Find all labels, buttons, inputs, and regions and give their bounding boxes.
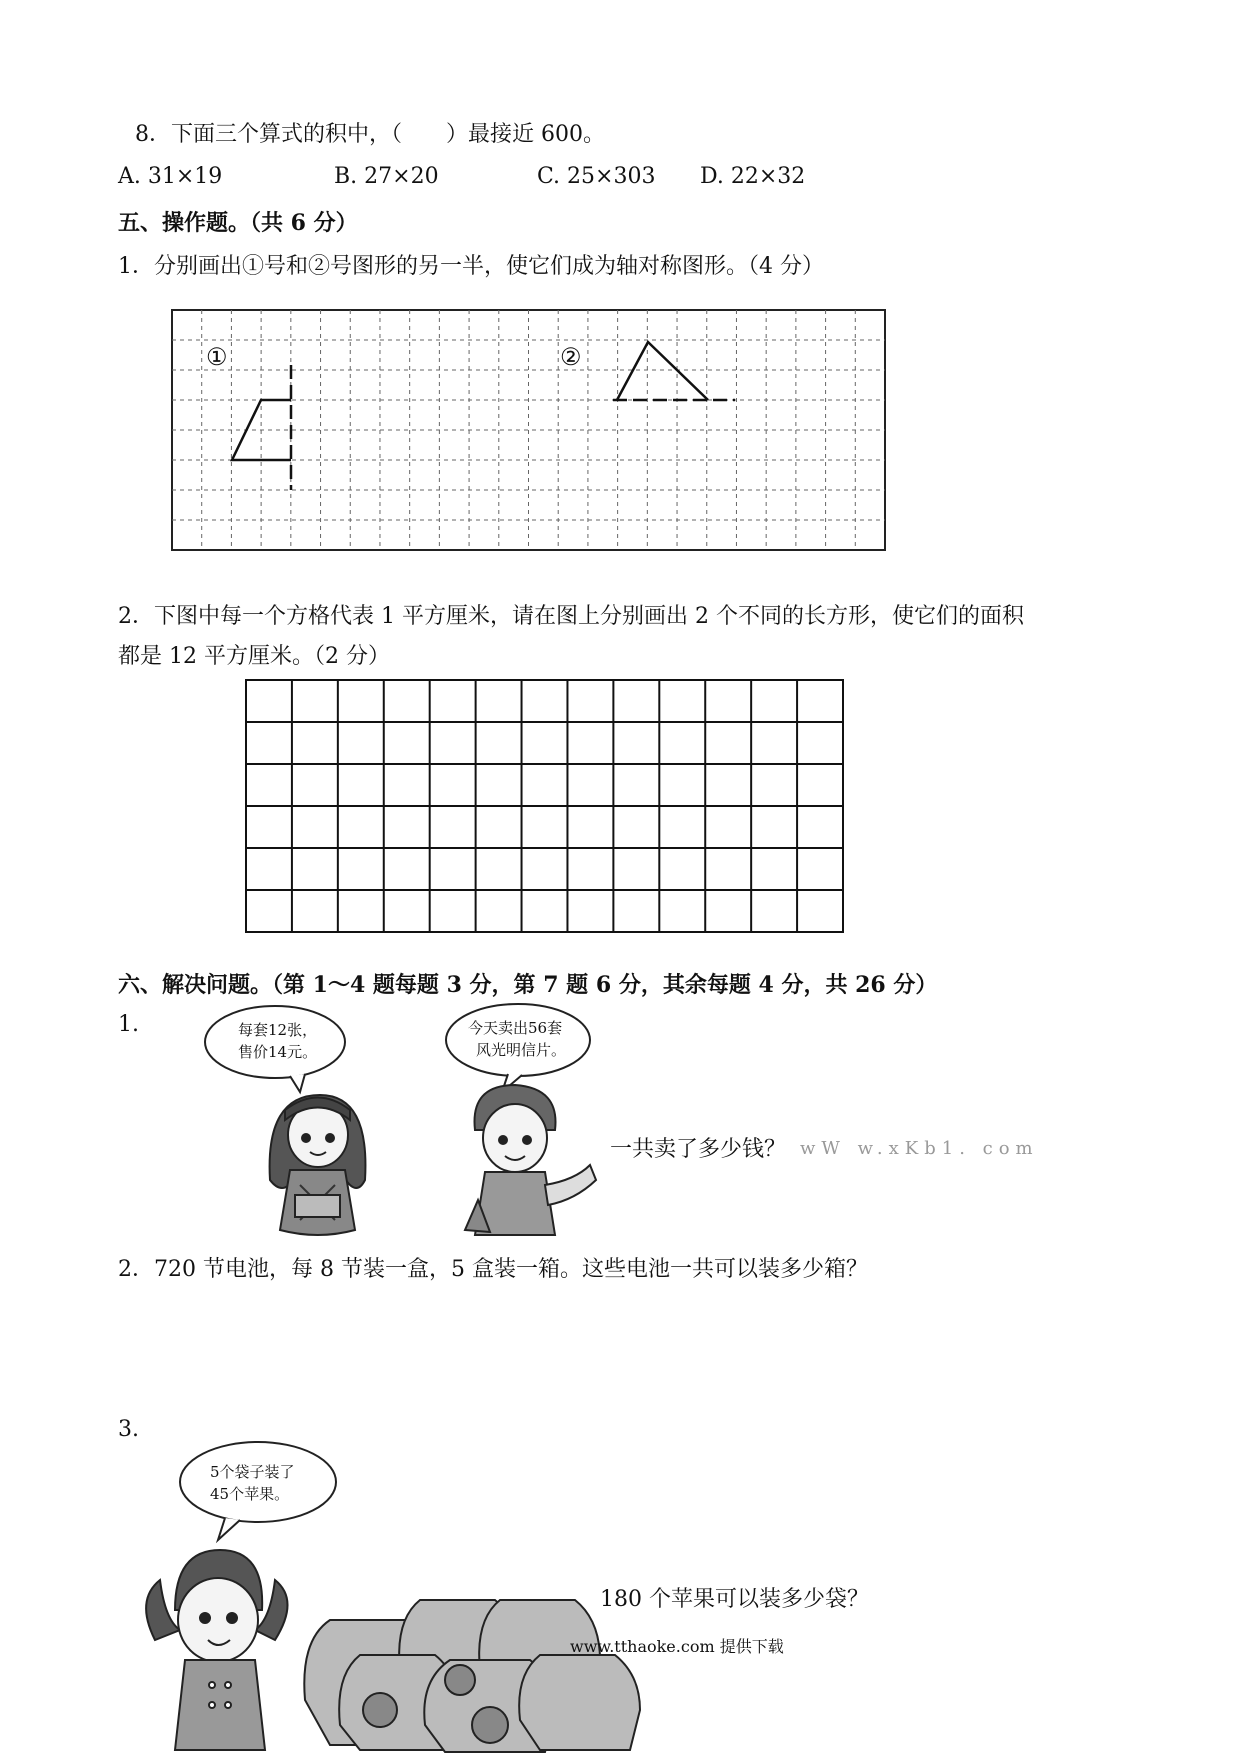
figure1-label: ① [206, 343, 228, 371]
figure2-label: ② [560, 343, 582, 371]
section5-q2-line2: 都是 12 平方厘米。（2 分） [118, 644, 390, 669]
girl-pigtails-figure [146, 1550, 287, 1750]
boy-bubble-line1: 今天卖出56套 [468, 1019, 563, 1037]
q3-bubble-line2: 45个苹果。 [210, 1485, 290, 1503]
section5-title: 五、操作题。（共 6 分） [118, 210, 358, 236]
q8-stem: 8．下面三个算式的积中，（ ）最接近 600。 [135, 122, 605, 147]
q8-option-b: B. 27×20 [334, 164, 439, 189]
girl-bubble-line2: 售价14元。 [238, 1043, 318, 1061]
q8-option-c: C. 25×303 [537, 164, 656, 189]
q8-option-d: D. 22×32 [700, 164, 806, 189]
section6-q2: 2．720 节电池，每 8 节装一盒，5 盒装一箱。这些电池一共可以装多少箱？ [118, 1257, 868, 1282]
q1-watermark: wW w.xKb1. com [800, 1138, 1039, 1159]
section6-q3-number: 3. [118, 1417, 139, 1442]
q8-option-a: A. 31×19 [118, 164, 223, 189]
section6-q1-number: 1. [118, 1012, 139, 1037]
girl-bubble-line1: 每套12张， [238, 1021, 318, 1039]
q3-question: 180 个苹果可以装多少袋？ [600, 1587, 869, 1612]
q3-bubble-line1: 5个袋子装了 [210, 1463, 295, 1481]
q1-question: 一共卖了多少钱？ [610, 1137, 787, 1162]
section5-q2-line1: 2．下图中每一个方格代表 1 平方厘米，请在图上分别画出 2 个不同的长方形，使它们的面积 [118, 604, 1024, 629]
q3-source-note: www.tthaoke.com 提供下载 [570, 1637, 784, 1656]
section5-q1: 1．分别画出①号和②号图形的另一半，使它们成为轴对称图形。（4 分） [118, 254, 824, 279]
boy-bubble-line2: 风光明信片。 [476, 1041, 567, 1059]
section6-title: 六、解决问题。（第 1～4 题每题 3 分，第 7 题 6 分，其余每题 4 分，共 26 分） [118, 972, 938, 998]
